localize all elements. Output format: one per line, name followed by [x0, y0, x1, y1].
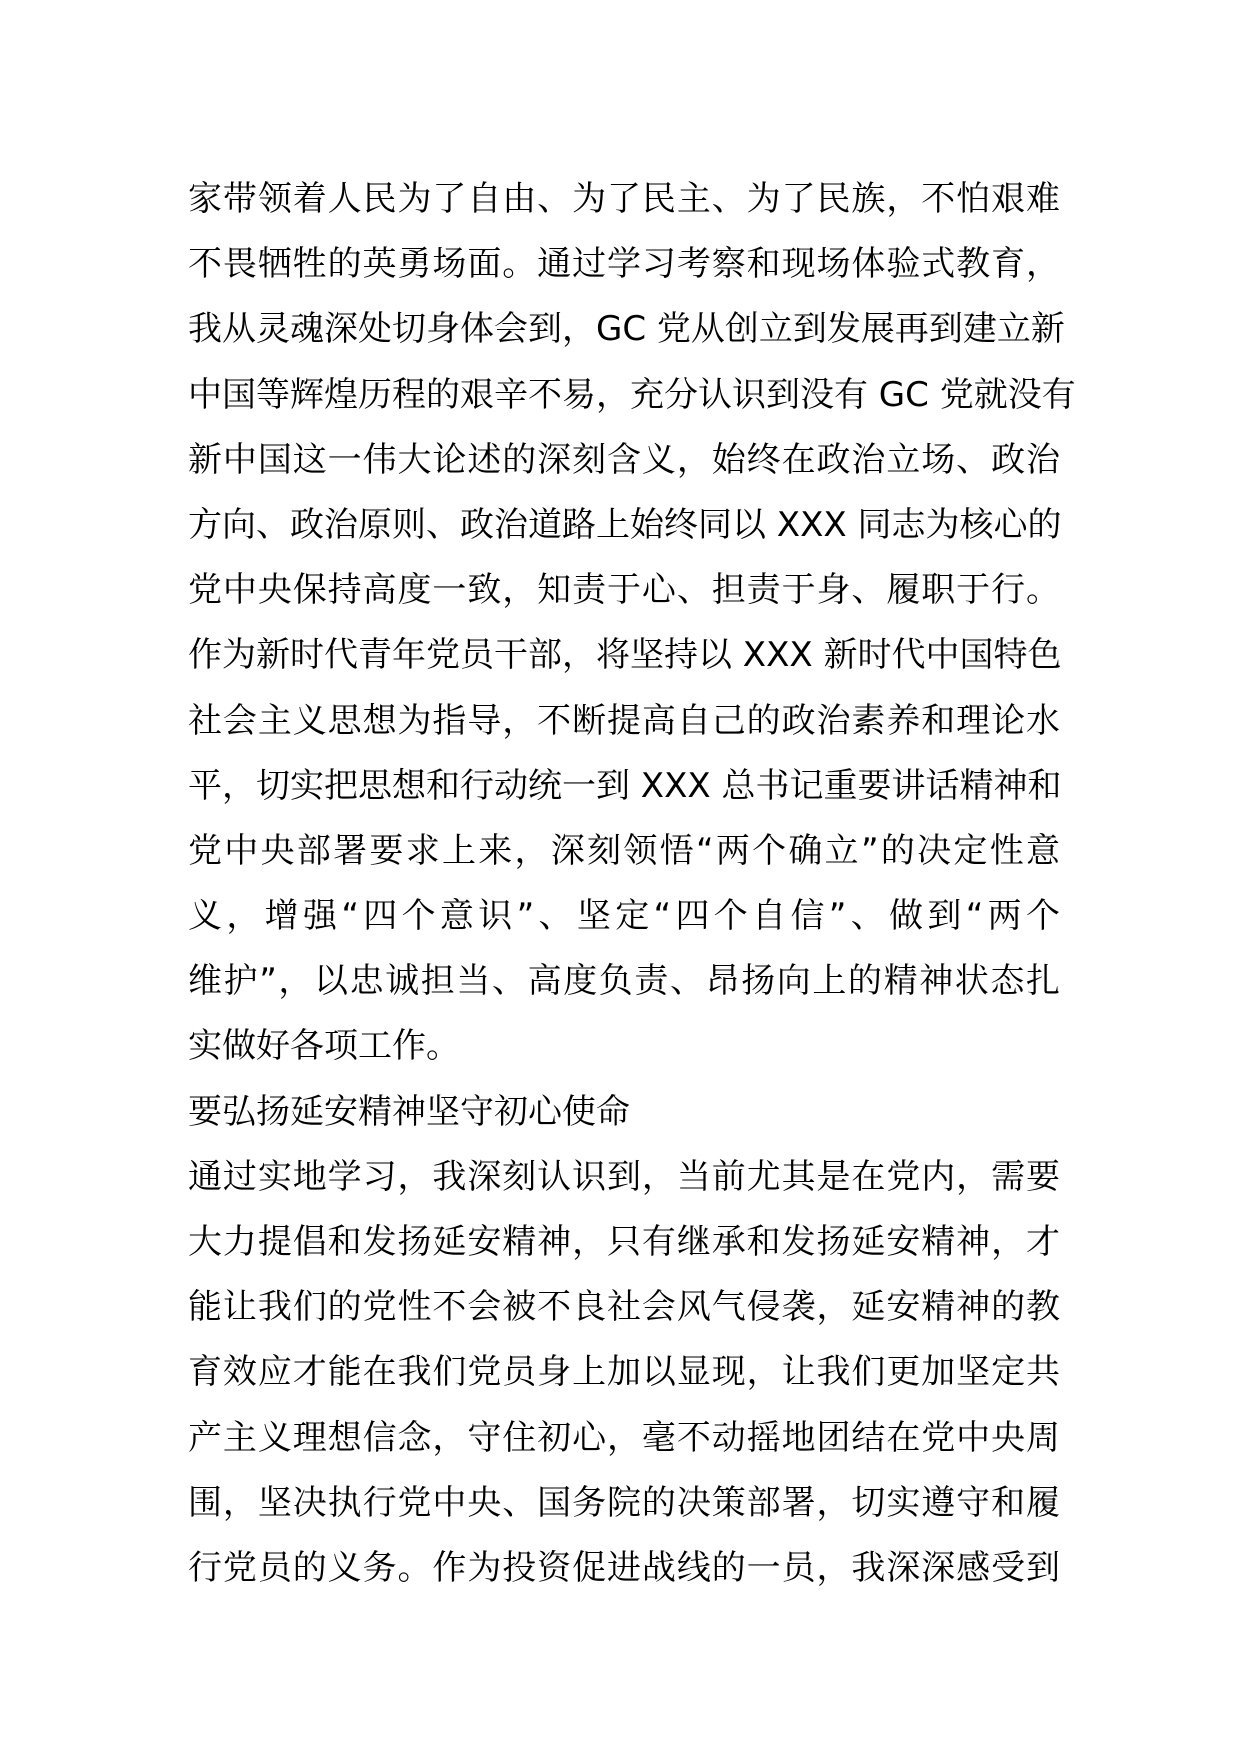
text-line: 义，增强“四个意识”、坚定“四个自信”、做到“两个 — [188, 896, 1060, 937]
text-line: 新中国这一伟大论述的深刻含义，始终在政治立场、政治 — [188, 439, 1060, 480]
text-line: 方向、政治原则、政治道路上始终同以 XXX 同志为核心的 — [188, 504, 1062, 545]
text-line: 大力提倡和发扬延安精神，只有继承和发扬延安精神，才 — [188, 1222, 1060, 1262]
section-heading: 要弘扬延安精神坚守初心使命 — [188, 1091, 630, 1132]
document-body — [188, 167, 1076, 1601]
text-line: 行党员的义务。作为投资促进战线的一员，我深深感受到 — [188, 1547, 1060, 1588]
text-line: 产主义理想信念，守住初心，毫不动摇地团结在党中央周 — [188, 1417, 1060, 1458]
text-line: 通过实地学习，我深刻认识到，当前尤其是在党内，需要 — [188, 1156, 1060, 1197]
text-line: 作为新时代青年党员干部，将坚持以 XXX 新时代中国特色 — [188, 635, 1062, 676]
text-line: 社会主义思想为指导，不断提高自己的政治素养和理论水 — [188, 700, 1060, 741]
text-line: 维护”，以忠诚担当、高度负责、昂扬向上的精神状态扎 — [188, 961, 1060, 1002]
text-line: 党中央部署要求上来，深刻领悟“两个确立”的决定性意 — [188, 830, 1060, 871]
text-line: 家带领着人民为了自由、为了民主、为了民族，不怕艰难 — [188, 179, 1060, 219]
text-line: 育效应才能在我们党员身上加以显现，让我们更加坚定共 — [188, 1352, 1060, 1393]
text-line: 我从灵魂深处切身体会到，GC 党从创立到发展再到建立新 — [188, 309, 1065, 350]
text-line: 围，坚决执行党中央、国务院的决策部署，切实遵守和履 — [188, 1482, 1060, 1523]
text-line: 党中央保持高度一致，知责于心、担责于身、履职于行。 — [188, 570, 1060, 611]
paragraph-end-line: 实做好各项工作。 — [188, 1026, 460, 1067]
text-line: 能让我们的党性不会被不良社会风气侵袭，延安精神的教 — [188, 1287, 1060, 1328]
text-line: 中国等辉煌历程的艰辛不易，充分认识到没有 GC 党就没有 — [188, 374, 1076, 415]
text-line: 平，切实把思想和行动统一到 XXX 总书记重要讲话精神和 — [188, 765, 1062, 806]
text-line: 不畏牺牲的英勇场面。通过学习考察和现场体验式教育， — [188, 244, 1060, 285]
